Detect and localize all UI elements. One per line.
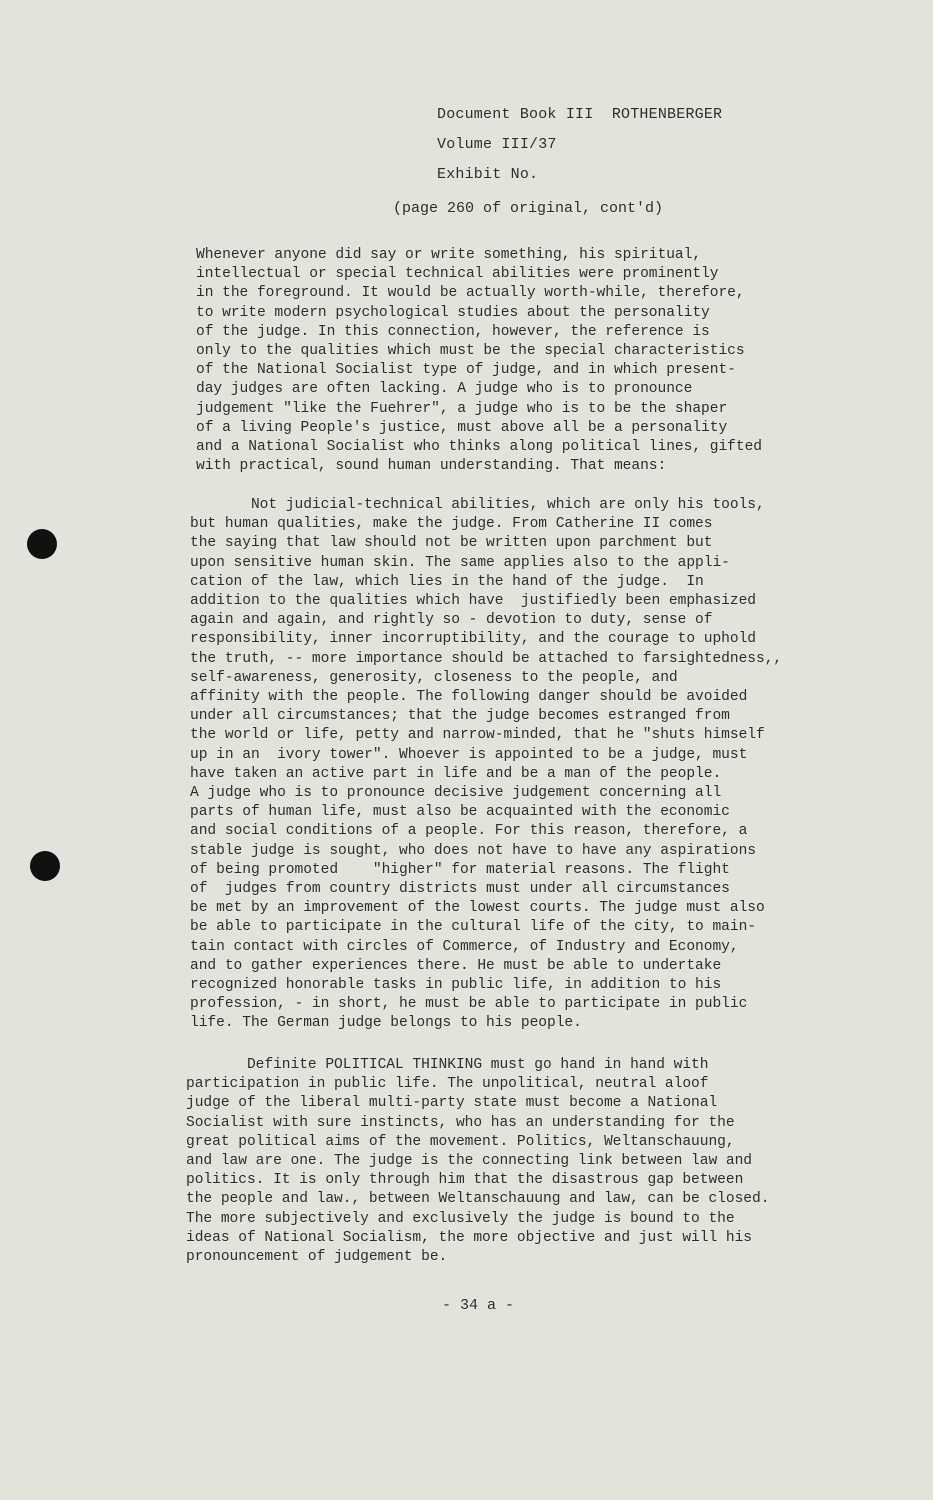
text-line: the people and law., between Weltanschauung and law, can be closed. (186, 1191, 770, 1208)
text-line: participation in public life. The unpolitical, neutral aloof (186, 1076, 709, 1093)
text-line: responsibility, inner incorruptibility, and the courage to uphold (190, 631, 756, 648)
text-line: A judge who is to pronounce decisive judgement concerning all (190, 785, 722, 802)
text-line: to write modern psychological studies about the personality (196, 304, 710, 321)
text-line: of being promoted "higher" for material reasons. The flight (190, 861, 730, 878)
text-line: recognized honorable tasks in public life, in addition to his (190, 977, 722, 994)
text-line: The more subjectively and exclusively the judge is bound to the (186, 1210, 735, 1227)
text-line: only to the qualities which must be the special characteristics (196, 343, 745, 360)
text-line: and law are one. The judge is the connecting link between law and (186, 1153, 752, 1170)
paragraph-3 (186, 1056, 769, 1267)
text-line: stable judge is sought, who does not have to have any aspirations (190, 842, 756, 859)
volume-line: Volume III/37 (437, 136, 557, 153)
text-line: be able to participate in the cultural life of the city, to main- (190, 919, 756, 936)
text-line: profession, - in short, he must be able to participate in public (190, 996, 748, 1013)
text-line: Not judicial-technical abilities, which are only his tools, (190, 497, 765, 513)
text-line: Definite POLITICAL THINKING must go hand in hand with (186, 1057, 709, 1073)
text-line: ideas of National Socialism, the more objective and just will his (186, 1229, 752, 1246)
text-line: the truth, -- more importance should be attached to farsightedness,, (190, 650, 783, 667)
document-header (437, 100, 722, 190)
text-line: pronouncement of judgement be. (186, 1249, 448, 1266)
text-line: in the foreground. It would be actually worth-while, therefore, (196, 285, 745, 302)
text-line: politics. It is only through him that the disastrous gap between (186, 1172, 744, 1189)
page-number: - 34 a - (442, 1297, 515, 1314)
text-line: and social conditions of a people. For this reason, therefore, a (190, 823, 748, 840)
text-line: affinity with the people. The following danger should be avoided (190, 689, 748, 706)
paragraph-2 (190, 496, 782, 1034)
text-line: of a living People's justice, must above all be a personality (196, 419, 728, 436)
text-line: upon sensitive human skin. The same applies also to the appli- (190, 554, 730, 571)
exhibit-line: Exhibit No. (437, 166, 539, 183)
text-line: judge of the liberal multi-party state must become a National (186, 1095, 718, 1112)
text-line: Whenever anyone did say or write something, his spiritual, (196, 247, 702, 263)
document-book-line: Document Book III ROTHENBERGER (437, 106, 723, 123)
page-reference: (page 260 of original, cont'd) (393, 200, 664, 217)
text-line: cation of the law, which lies in the hand of the judge. In (190, 573, 704, 590)
text-line: great political aims of the movement. Politics, Weltanschauung, (186, 1133, 735, 1150)
text-line: and to gather experiences there. He must be able to undertake (190, 957, 722, 974)
text-line: intellectual or special technical abilities were prominently (196, 266, 719, 283)
text-line: be met by an improvement of the lowest courts. The judge must also (190, 900, 765, 917)
text-line: of judges from country districts must under all circumstances (190, 881, 730, 898)
text-line: addition to the qualities which have justifiedly been emphasized (190, 593, 756, 610)
text-line: up in an ivory tower". Whoever is appointed to be a judge, must (190, 746, 748, 763)
text-line: but human qualities, make the judge. From Catherine II comes (190, 516, 713, 533)
text-line: under all circumstances; that the judge becomes estranged from (190, 708, 730, 725)
text-line: tain contact with circles of Commerce, of Industry and Economy, (190, 938, 739, 955)
text-line: the world or life, petty and narrow-minded, that he "shuts himself (190, 727, 765, 744)
text-line: life. The German judge belongs to his people. (190, 1015, 582, 1032)
text-line: with practical, sound human understanding. That means: (196, 458, 667, 475)
text-line: again and again, and rightly so - devotion to duty, sense of (190, 612, 713, 629)
text-line: parts of human life, must also be acquainted with the economic (190, 804, 730, 821)
text-line: self-awareness, generosity, closeness to the people, and (190, 669, 678, 686)
text-line: judgement "like the Fuehrer", a judge who is to be the shaper (196, 400, 728, 417)
text-line: day judges are often lacking. A judge who is to pronounce (196, 381, 693, 398)
text-line: and a National Socialist who thinks along political lines, gifted (196, 439, 762, 456)
text-line: of the National Socialist type of judge, and in which present- (196, 362, 736, 379)
text-line: of the judge. In this connection, however, the reference is (196, 323, 710, 340)
text-line: Socialist with sure instincts, who has an understanding for the (186, 1114, 735, 1131)
text-line: have taken an active part in life and be a man of the people. (190, 765, 722, 782)
punch-hole (30, 851, 60, 881)
paragraph-1 (196, 246, 762, 476)
text-line: the saying that law should not be written upon parchment but (190, 535, 713, 552)
punch-hole (27, 529, 57, 559)
